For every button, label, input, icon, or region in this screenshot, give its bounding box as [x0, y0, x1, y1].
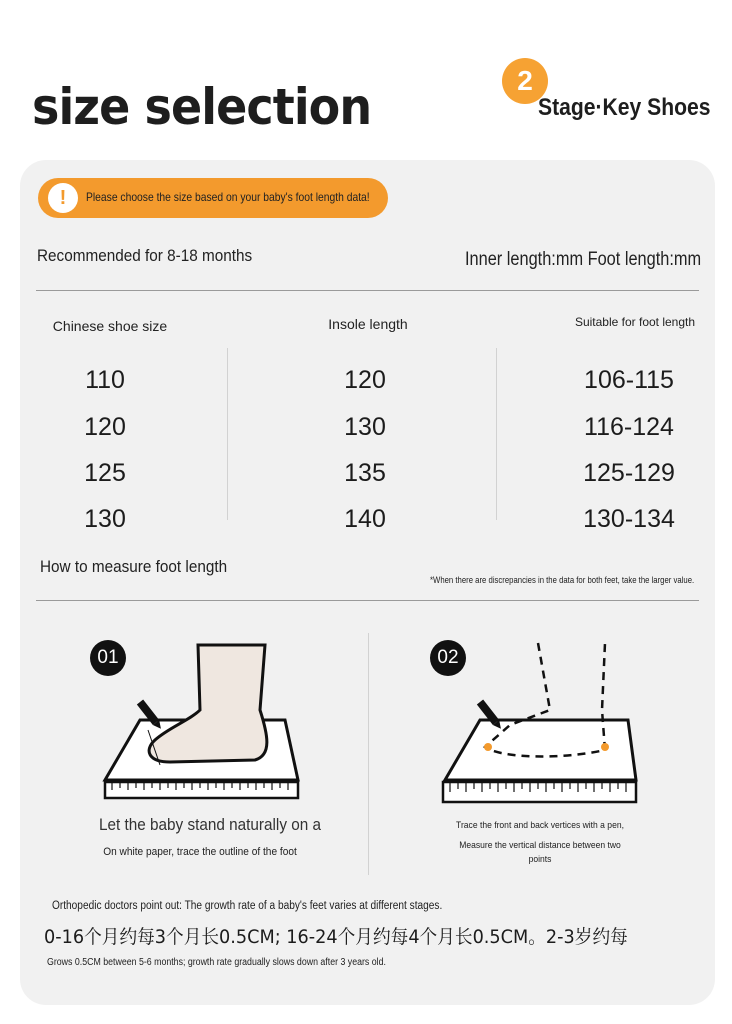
- foot-tracing-illustration-1: [100, 640, 310, 805]
- step-2-caption-line3: points: [528, 854, 552, 865]
- table-cell: 140: [344, 505, 386, 533]
- column-divider: [496, 348, 497, 520]
- units-note: Inner length:mm Foot length:mm: [465, 249, 702, 270]
- header-chinese-size: Chinese shoe size: [52, 318, 168, 334]
- growth-note-line2: 0-16个月约每3个月长0.5CM; 16-24个月约每4个月长0.5CM。2-3岁约每: [44, 926, 628, 948]
- step-2-caption-line1: Trace the front and back vertices with a pen,: [456, 820, 624, 831]
- divider: [36, 600, 699, 601]
- foot-icon: [149, 645, 267, 762]
- measure-title: How to measure foot length: [40, 557, 228, 576]
- notice-text: Please choose the size based on your baby's foot length data!: [86, 190, 370, 204]
- table-cell: 116-124: [584, 413, 674, 441]
- exclamation-icon: !: [48, 183, 78, 213]
- table-cell: 120: [84, 413, 126, 441]
- step-1-number: 01: [90, 640, 126, 676]
- table-cell: 130-134: [583, 505, 675, 533]
- table-cell: 106-115: [584, 366, 674, 394]
- table-cell: 125: [84, 459, 126, 487]
- ruler-icon: [443, 782, 636, 802]
- stage-number-badge: 2: [502, 58, 548, 104]
- ruler-icon: [105, 782, 298, 798]
- foot-tracing-illustration-2: [440, 640, 640, 805]
- back-vertex-marker: [601, 743, 609, 751]
- table-cell: 130: [344, 413, 386, 441]
- recommended-age: Recommended for 8-18 months: [37, 246, 253, 265]
- step-divider: [368, 633, 369, 875]
- measure-disclaimer: *When there are discrepancies in the data for both feet, take the larger value.: [430, 575, 695, 585]
- table-cell: 125-129: [583, 459, 675, 487]
- page-title: size selection: [32, 78, 372, 136]
- header-insole-length: Insole length: [328, 316, 408, 332]
- step-1-caption: Let the baby stand naturally on a: [98, 815, 322, 834]
- growth-note-line3: Grows 0.5CM between 5-6 months; growth rate gradually slows down after 3 years old.: [47, 957, 386, 968]
- table-cell: 135: [344, 459, 386, 487]
- front-vertex-marker: [484, 743, 492, 751]
- table-cell: 120: [344, 366, 386, 394]
- step-2-caption-line2: Measure the vertical distance between two: [459, 840, 621, 851]
- table-cell: 110: [85, 366, 125, 394]
- growth-note-line1: Orthopedic doctors point out: The growth rate of a baby's feet varies at different stages.: [52, 900, 443, 912]
- column-divider: [227, 348, 228, 520]
- table-cell: 130: [84, 505, 126, 533]
- step-2-number: 02: [430, 640, 466, 676]
- header-foot-length: Suitable for foot length: [574, 315, 696, 329]
- divider: [36, 290, 699, 291]
- stage-label: Stage·Key Shoes: [538, 94, 711, 121]
- step-1-subcaption: On white paper, trace the outline of the foot: [103, 846, 297, 858]
